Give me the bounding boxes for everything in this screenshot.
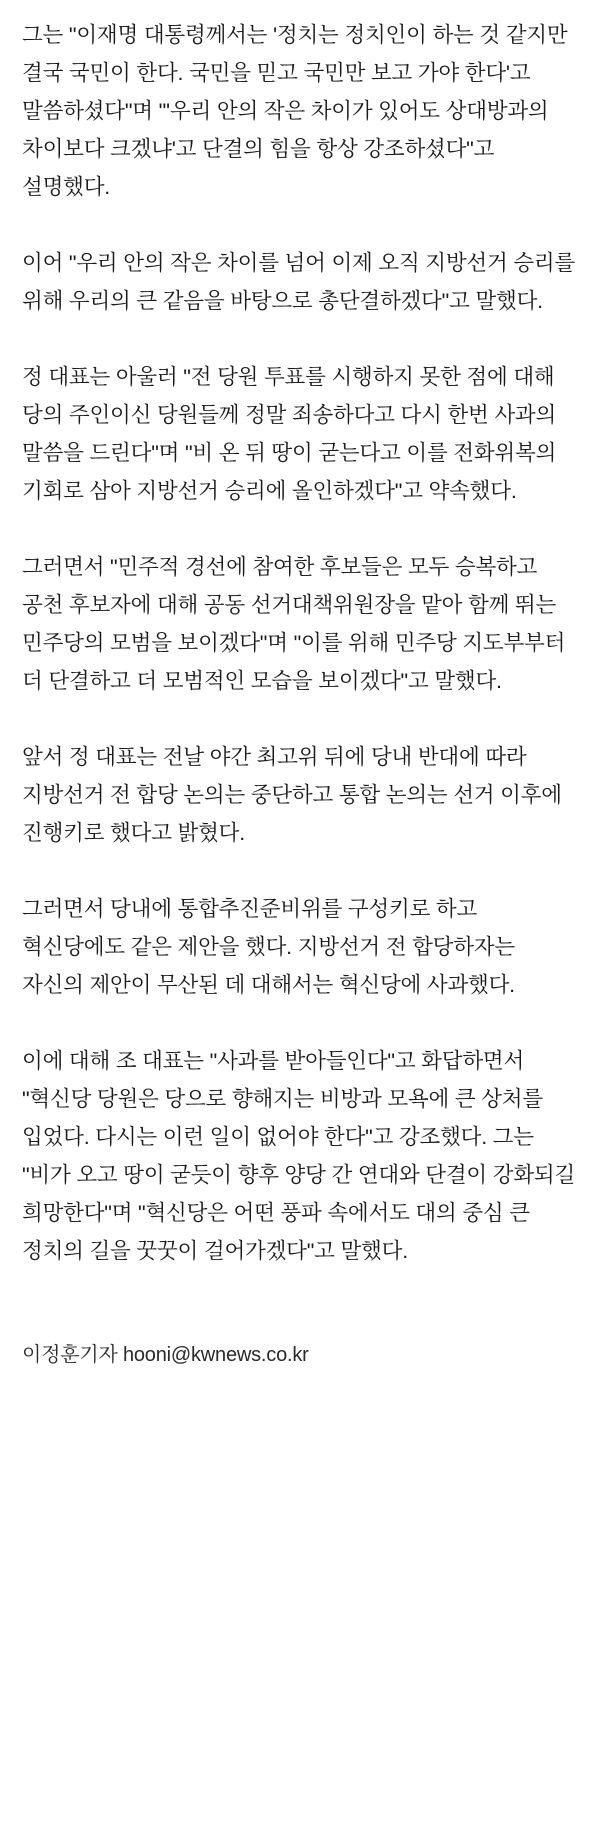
- spacer: [0, 1270, 600, 1310]
- article-paragraph: 이어 "우리 안의 작은 차이를 넘어 이제 오직 지방선거 승리를 위해 우리의 큰 같음을 바탕으로 총단결하겠다"고 말했다.: [22, 251, 576, 313]
- byline-container: [0, 1310, 600, 1396]
- article-paragraph: 이에 대해 조 대표는 "사과를 받아들인다"고 화답하면서 "혁신당 당원은 당으로 향해지는 비방과 모욕에 큰 상처를 입었다. 다시는 이런 일이 없어야 한다"고 강조했다. 그는 "비가 오고 땅이 굳듯이 향후 양당 간 연대와 단결이 강화되길 희망한다"며 "혁신당은 어떤 풍파 속에서도 대의 중심 큰 정치의 길을 꿋꿋이 걸어가겠다"고 말했다.: [22, 1049, 576, 1263]
- article-paragraph: 그는 "이재명 대통령께서는 '정치는 정치인이 하는 것 같지만 결국 국민이 한다. 국민을 믿고 국민만 보고 가야 한다'고 말씀하셨다"며 "'우리 안의 작은 차이가 있어도 상대방과의 차이보다 크겠냐'고 단결의 힘을 항상 강조하셨다"고 설명했다.: [22, 23, 568, 199]
- byline-reporter-email: 이정훈기자 hooni@kwnews.co.kr: [22, 1344, 309, 1366]
- article-paragraph: 그러면서 당내에 통합추진준비위를 구성키로 하고 혁신당에도 같은 제안을 했다. 지방선거 전 합당하자는 자신의 제안이 무산된 데 대해서는 혁신당에 사과했다.: [22, 897, 515, 997]
- article-paragraph: 그러면서 "민주적 경선에 참여한 후보들은 모두 승복하고 공천 후보자에 대해 공동 선거대책위원장을 맡아 함께 뛰는 민주당의 모범을 보이겠다"며 "이를 위해 민주당 지도부부터 더 단결하고 더 모범적인 모습을 보이겠다"고 말했다.: [22, 555, 566, 693]
- article-paragraph: 앞서 정 대표는 전날 야간 최고위 뒤에 당내 반대에 따라 지방선거 전 합당 논의는 중단하고 통합 논의는 선거 이후에 진행키로 했다고 밝혔다.: [22, 745, 562, 845]
- article-paragraph: 정 대표는 아울러 "전 당원 투표를 시행하지 못한 점에 대해 당의 주인이신 당원들께 정말 죄송하다고 다시 한번 사과의 말씀을 드린다"며 "비 온 뒤 땅이 굳는다고 이를 전화위복의 기회로 삼아 지방선거 승리에 올인하겠다"고 약속했다.: [22, 365, 557, 503]
